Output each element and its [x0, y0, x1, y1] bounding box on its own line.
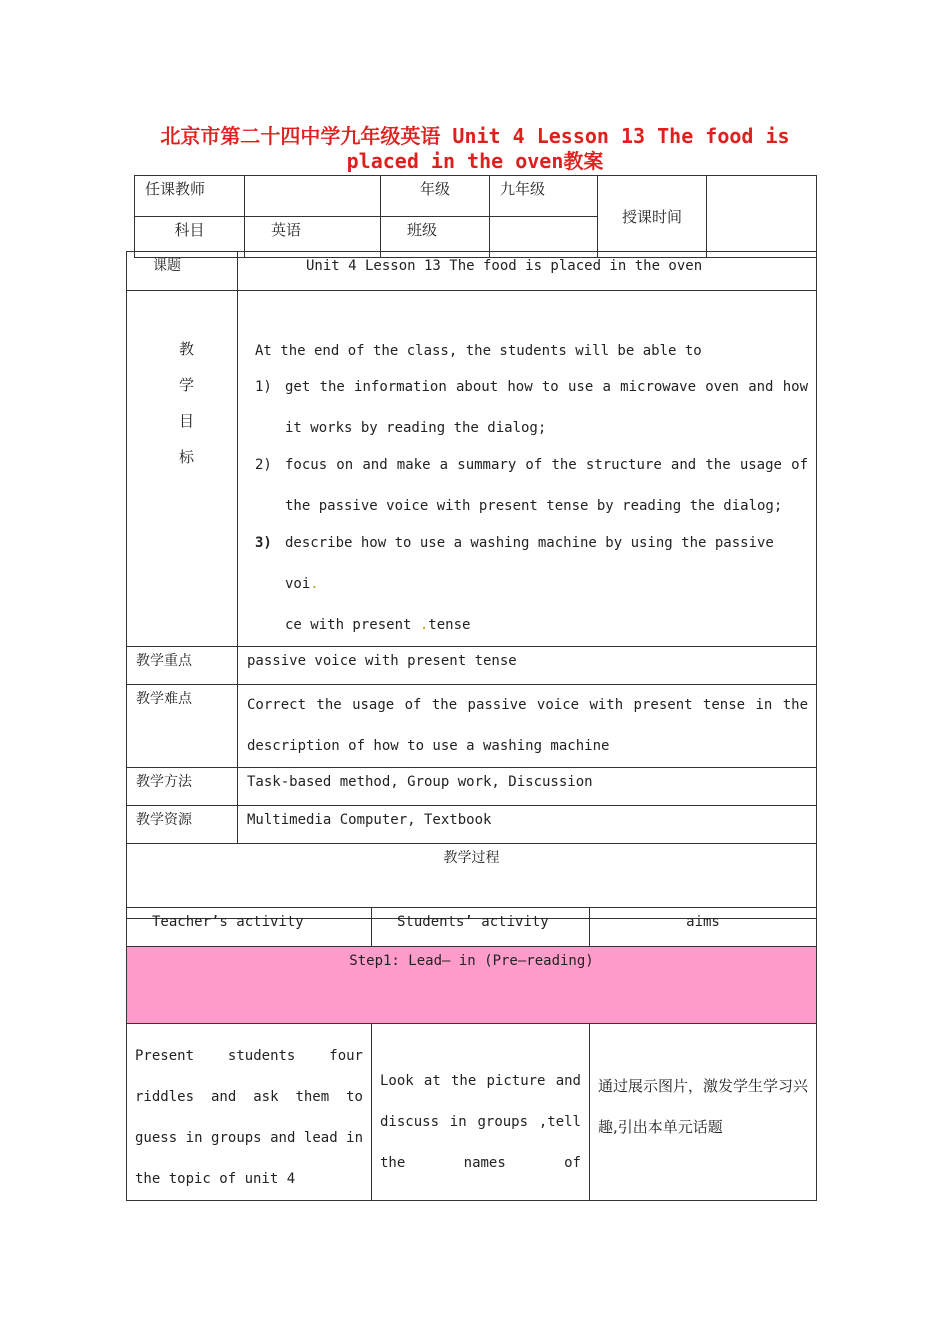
step1-row: Step1: Lead— in (Pre—reading)	[127, 947, 817, 1024]
objectives-content	[238, 291, 817, 647]
grade-label: 年级	[381, 176, 490, 217]
objective-item: 3) describe how to use a washing machine by using the passive voi. ce with present .tense	[255, 535, 774, 633]
method-label: 教学方法	[127, 768, 238, 806]
student-activity-cell: Look at the picture and discuss in groups ,tell the names of	[372, 1024, 590, 1201]
time-value	[707, 176, 817, 258]
info-table	[134, 175, 817, 258]
aims-cell: 通过展示图片，激发学生学习兴趣,引出本单元话题	[590, 1024, 817, 1201]
key-point-value: passive voice with present tense	[238, 647, 817, 685]
topic-value: Unit 4 Lesson 13 The food is placed in the oven	[238, 252, 817, 291]
objective-item: 2) focus on and make a summary of the structure and the usage of the passive voice with present tense by reading the dialog;	[255, 457, 808, 514]
time-label: 授课时间	[598, 176, 707, 258]
header-students-activity: Students’ activity	[372, 908, 590, 947]
grade-value: 九年级	[490, 176, 598, 217]
objective-item: 1) get the information about how to use a microwave oven and how it works by reading the dialog;	[255, 379, 808, 436]
class-label: 班级	[381, 217, 490, 258]
teacher-value	[245, 176, 381, 217]
resource-label: 教学资源	[127, 806, 238, 844]
subject-value: 英语	[245, 217, 381, 258]
header-aims: aims	[590, 908, 817, 947]
objectives-intro: At the end of the class, the students will be able to	[255, 343, 702, 359]
objectives-label: 教 学 目 标	[127, 291, 238, 647]
teacher-activity-cell: Present students four riddles and ask them to guess in groups and lead in the topic of unit 4	[127, 1024, 372, 1201]
teacher-label: 任课教师	[135, 176, 245, 217]
header-teacher-activity: Teacher’s activity	[127, 908, 372, 947]
process-table	[126, 907, 817, 1201]
document-title: 北京市第二十四中学九年级英语 Unit 4 Lesson 13 The food is placed in the oven教案	[160, 124, 790, 173]
difficult-point-label: 教学难点	[127, 685, 238, 768]
resource-value: Multimedia Computer, Textbook	[238, 806, 817, 844]
key-point-label: 教学重点	[127, 647, 238, 685]
process-label: 教学过程	[127, 844, 817, 919]
method-value: Task-based method, Group work, Discussion	[238, 768, 817, 806]
subject-label: 科目	[135, 217, 245, 258]
lesson-table	[126, 251, 817, 919]
difficult-point-value: Correct the usage of the passive voice with present tense in the description of how to use a washing machine	[238, 685, 817, 768]
topic-label: 课题	[127, 252, 238, 291]
